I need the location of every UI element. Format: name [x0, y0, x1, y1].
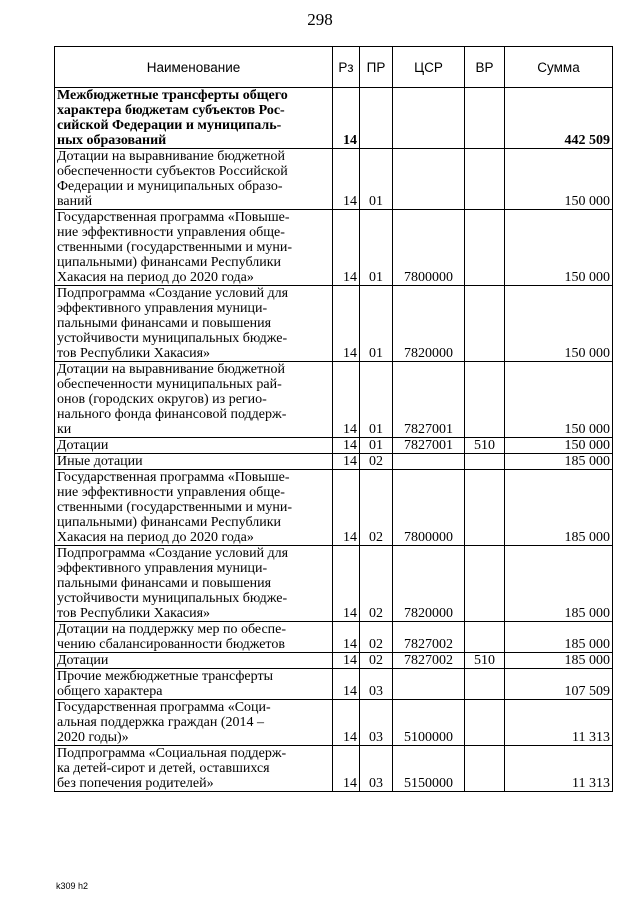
cell-rz: 14 [333, 546, 360, 622]
cell-csr [393, 149, 465, 210]
cell-vr: 510 [465, 438, 505, 454]
cell-csr: 5150000 [393, 746, 465, 792]
table-row [55, 653, 613, 669]
header-rz: Рз [333, 47, 360, 88]
cell-sum: 442 509 [505, 88, 613, 149]
table-header-row [55, 47, 613, 88]
table-row [55, 454, 613, 470]
cell-rz: 14 [333, 653, 360, 669]
cell-sum: 150 000 [505, 210, 613, 286]
cell-pr: 02 [360, 546, 393, 622]
cell-pr: 01 [360, 362, 393, 438]
cell-sum: 185 000 [505, 653, 613, 669]
cell-csr: 7800000 [393, 210, 465, 286]
cell-csr: 5100000 [393, 700, 465, 746]
header-csr: ЦСР [393, 47, 465, 88]
cell-name: Подпрограмма «Создание условий для эффективного управления муници- пальными финансами и повышения устойчивости муниципальных бюдже- тов Республики Хакасия» [55, 546, 333, 622]
cell-name: Дотации на выравнивание бюджетной обеспеченности субъектов Российской Федерации и муниципальных образо- ваний [55, 149, 333, 210]
budget-table [54, 46, 613, 792]
cell-vr [465, 669, 505, 700]
cell-vr [465, 746, 505, 792]
table-row [55, 470, 613, 546]
cell-sum: 11 313 [505, 746, 613, 792]
cell-sum: 107 509 [505, 669, 613, 700]
cell-sum: 185 000 [505, 470, 613, 546]
cell-vr [465, 700, 505, 746]
cell-csr: 7800000 [393, 470, 465, 546]
cell-csr [393, 88, 465, 149]
cell-name: Государственная программа «Соци- альная поддержка граждан (2014 – 2020 годы)» [55, 700, 333, 746]
cell-csr: 7820000 [393, 546, 465, 622]
cell-vr [465, 210, 505, 286]
cell-sum: 150 000 [505, 286, 613, 362]
cell-name: Межбюджетные трансферты общего характера бюджетам субъектов Рос- сийской Федерации и муниципаль- ных образований [55, 88, 333, 149]
cell-rz: 14 [333, 470, 360, 546]
cell-vr: 510 [465, 653, 505, 669]
cell-csr: 7827002 [393, 622, 465, 653]
header-vr: ВР [465, 47, 505, 88]
table-row [55, 669, 613, 700]
cell-rz: 14 [333, 454, 360, 470]
cell-pr: 01 [360, 286, 393, 362]
cell-name: Государственная программа «Повыше- ние эффективности управления обще- ственными (государственными и муни- ципальными) финансами Республики Хакасия на период до 2020 года» [55, 210, 333, 286]
cell-rz: 14 [333, 669, 360, 700]
table-row [55, 746, 613, 792]
cell-rz: 14 [333, 362, 360, 438]
cell-pr: 02 [360, 470, 393, 546]
cell-csr [393, 669, 465, 700]
cell-sum: 150 000 [505, 438, 613, 454]
cell-csr: 7827002 [393, 653, 465, 669]
cell-vr [465, 622, 505, 653]
cell-vr [465, 546, 505, 622]
cell-pr: 03 [360, 669, 393, 700]
header-sum: Сумма [505, 47, 613, 88]
cell-rz: 14 [333, 88, 360, 149]
cell-pr: 01 [360, 438, 393, 454]
cell-csr: 7820000 [393, 286, 465, 362]
cell-sum: 150 000 [505, 149, 613, 210]
cell-name: Государственная программа «Повыше- ние эффективности управления обще- ственными (государственными и муни- ципальными) финансами Республики Хакасия на период до 2020 года» [55, 470, 333, 546]
table-row [55, 149, 613, 210]
cell-name: Подпрограмма «Социальная поддерж- ка детей-сирот и детей, оставшихся без попечения родителей» [55, 746, 333, 792]
cell-sum: 150 000 [505, 362, 613, 438]
table-body [55, 88, 613, 792]
cell-pr: 02 [360, 653, 393, 669]
cell-sum: 185 000 [505, 546, 613, 622]
header-pr: ПР [360, 47, 393, 88]
footer-code: k309 h2 [56, 881, 89, 891]
cell-name: Дотации на выравнивание бюджетной обеспеченности муниципальных рай- онов (городских округов) из регио- нального фонда финансовой поддерж- ки [55, 362, 333, 438]
cell-rz: 14 [333, 149, 360, 210]
cell-vr [465, 88, 505, 149]
cell-name: Иные дотации [55, 454, 333, 470]
cell-name: Прочие межбюджетные трансферты общего характера [55, 669, 333, 700]
table-row [55, 438, 613, 454]
cell-csr: 7827001 [393, 438, 465, 454]
cell-vr [465, 362, 505, 438]
cell-rz: 14 [333, 438, 360, 454]
cell-name: Дотации [55, 653, 333, 669]
table-row [55, 362, 613, 438]
cell-pr: 01 [360, 210, 393, 286]
cell-name: Подпрограмма «Создание условий для эффективного управления муници- пальными финансами и повышения устойчивости муниципальных бюдже- тов Республики Хакасия» [55, 286, 333, 362]
cell-pr: 03 [360, 700, 393, 746]
table-row [55, 622, 613, 653]
cell-pr: 02 [360, 622, 393, 653]
cell-sum: 11 313 [505, 700, 613, 746]
cell-vr [465, 149, 505, 210]
cell-pr: 03 [360, 746, 393, 792]
cell-rz: 14 [333, 210, 360, 286]
cell-csr [393, 454, 465, 470]
cell-vr [465, 454, 505, 470]
header-name: Наименование [55, 47, 333, 88]
cell-rz: 14 [333, 286, 360, 362]
table-row [55, 700, 613, 746]
cell-sum: 185 000 [505, 454, 613, 470]
cell-name: Дотации на поддержку мер по обеспе- чению сбалансированности бюджетов [55, 622, 333, 653]
table-row [55, 286, 613, 362]
table-row [55, 88, 613, 149]
cell-pr [360, 88, 393, 149]
cell-rz: 14 [333, 622, 360, 653]
cell-rz: 14 [333, 700, 360, 746]
cell-pr: 02 [360, 454, 393, 470]
cell-pr: 01 [360, 149, 393, 210]
cell-csr: 7827001 [393, 362, 465, 438]
cell-vr [465, 286, 505, 362]
cell-name: Дотации [55, 438, 333, 454]
page-number: 298 [307, 10, 333, 29]
table-row [55, 210, 613, 286]
cell-vr [465, 470, 505, 546]
cell-rz: 14 [333, 746, 360, 792]
table-row [55, 546, 613, 622]
cell-sum: 185 000 [505, 622, 613, 653]
